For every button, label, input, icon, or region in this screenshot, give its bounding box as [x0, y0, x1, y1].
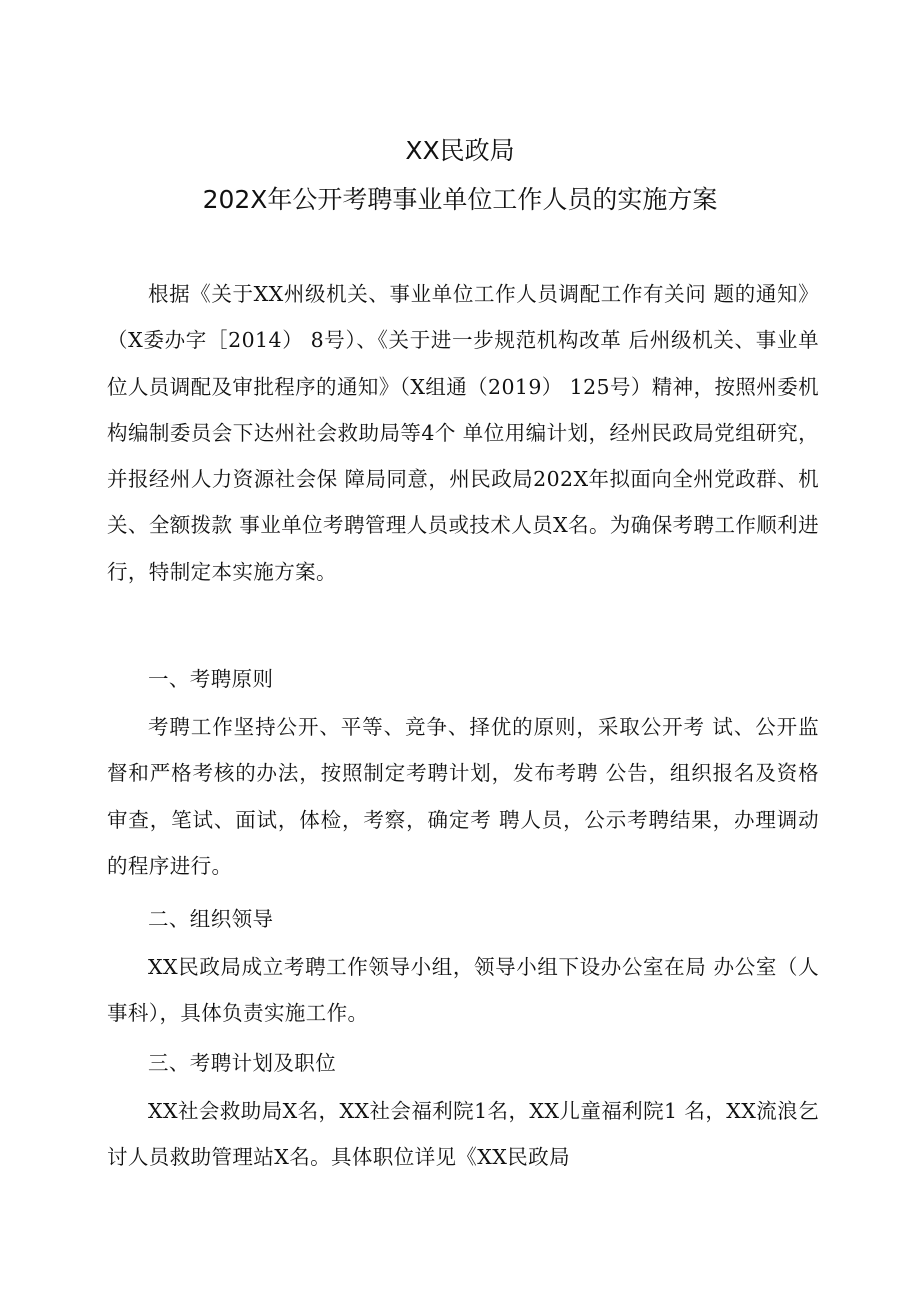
document-title-line2: 202X年公开考聘事业单位工作人员的实施方案 — [202, 185, 718, 214]
section-body-principles: 考聘工作坚持公开、平等、竞争、择优的原则，采取公开考 试、公开监督和严格考核的办法，按照制定考聘计划，发布考聘 公告，组织报名及资格审查，笔试、面试，体检，考察，确定考 聘人员，公示考聘结果，办理调动的程序进行。 — [107, 715, 819, 878]
document-title-line1: XX民政局 — [405, 136, 515, 165]
section-body-organization: XX民政局成立考聘工作领导小组，领导小组下设办公室在局 办公室（人事科），具体负责实施工作。 — [107, 955, 819, 1026]
intro-paragraph: 根据《关于XX州级机关、事业单位工作人员调配工作有关问 题的通知》（X委办字［2014） 8号）、《关于进一步规范机构改革 后州级机关、事业单位人员调配及审批程序的通知》（X组通（2019） 125号）精神，按照州委机构编制委员会下达州社会救助局等4个 单位用编计划，经州民政局党组研究，并报经州人力资源社会保 障局同意，州民政局202X年拟面向全州党政群、机关、全额拨款 事业单位考聘管理人员或技术人员X名。为确保考聘工作顺利进 行，特制定本实施方案。 — [107, 282, 819, 584]
section-heading-principles: 一、考聘原则 — [148, 667, 274, 691]
section-heading-plan-positions: 三、考聘计划及职位 — [148, 1051, 337, 1075]
section-body-plan-positions: XX社会救助局X名，XX社会福利院1名，XX儿童福利院1 名，XX流浪乞讨人员救助管理站X名。具体职位详见《XX民政局 — [107, 1099, 819, 1170]
section-heading-organization: 二、组织领导 — [148, 907, 274, 931]
